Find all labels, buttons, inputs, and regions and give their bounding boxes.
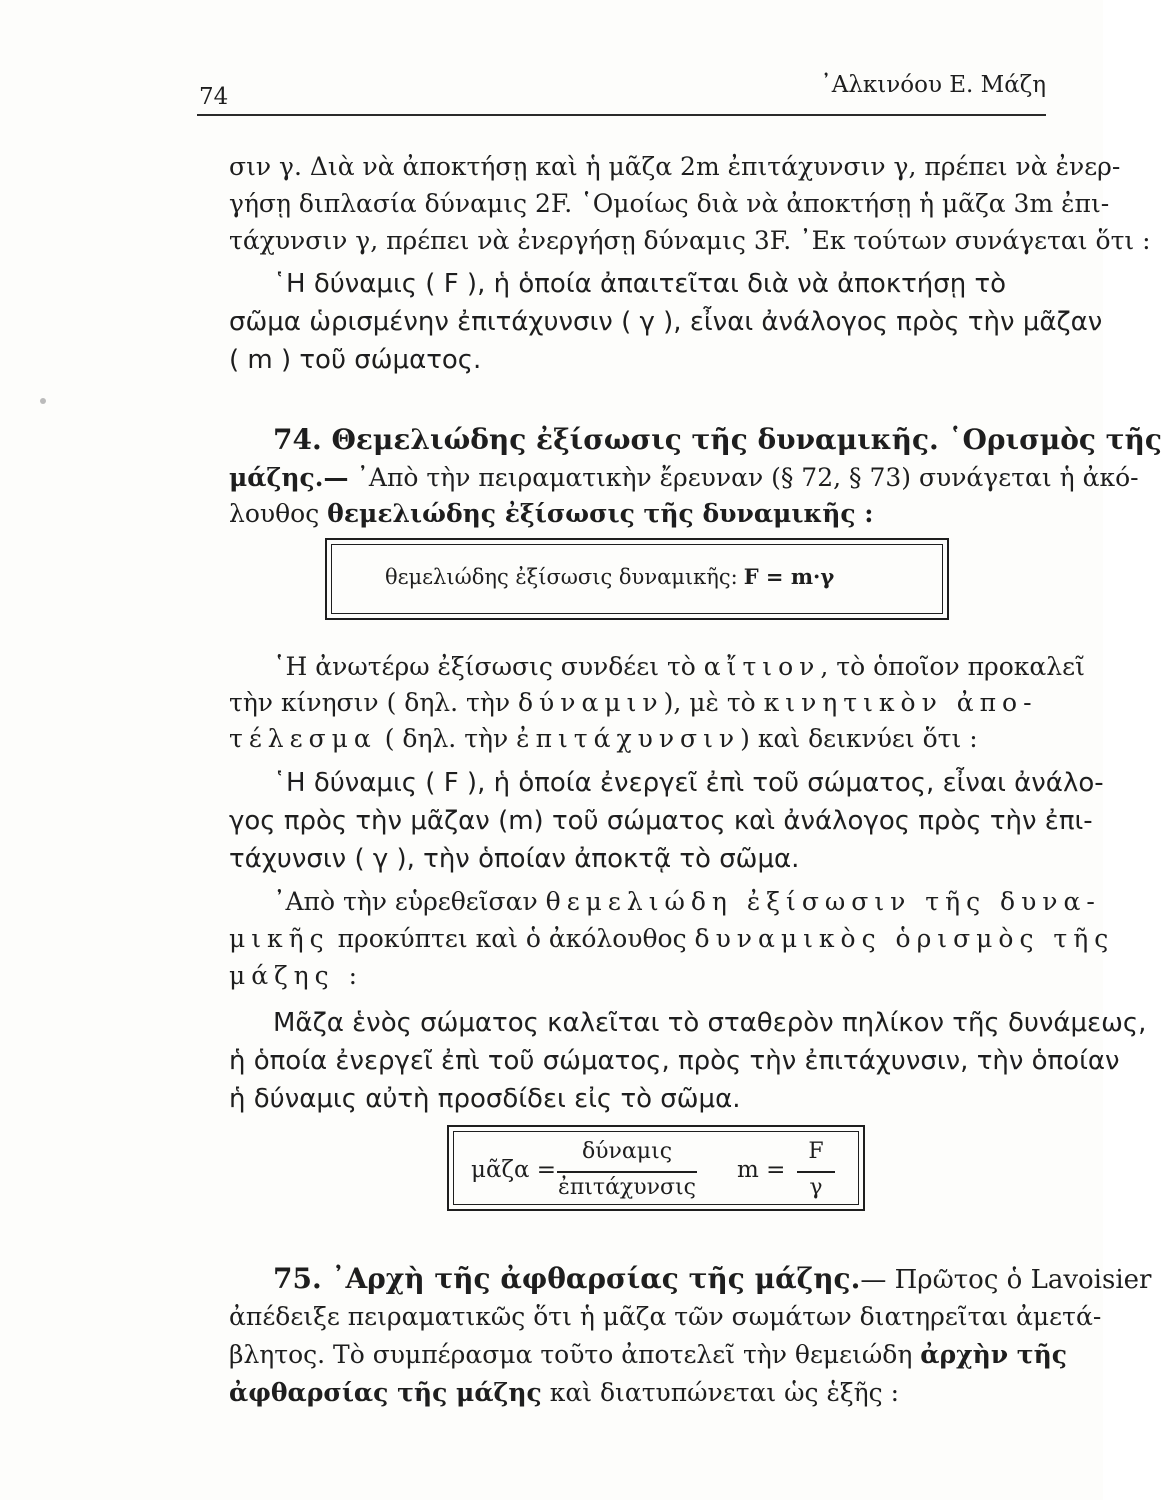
text-line: ῾Η δύναμις ( F ), ἡ ὁποία ἀπαιτεῖται διὰ νὰ ἀποκτήσῃ τὸ [273,269,1007,299]
text-span: τὴν κίνησιν ( δηλ. τὴν [229,688,518,717]
section-heading-74: 74. Θεμελιώδης ἐξίσωσις τῆς δυναμικῆς. ῾Ορισμὸς τῆς [273,423,1162,456]
text-line [229,688,1038,718]
text-span: λουθος [229,499,328,528]
section-heading-75: 75. ᾿Αρχὴ τῆς ἀφθαρσίας τῆς μάζης. [273,1262,861,1295]
text-span: — Πρῶτος ὁ Lavoisier [860,1265,1152,1295]
text-line: τάχυνσιν γ, πρέπει νὰ ἐνεργήσῃ δύναμις 3F. ᾿Εκ τούτων συνάγεται ὅτι : [229,226,1151,255]
text-line [229,499,874,529]
text-line: ( m ) τοῦ σώματος. [229,345,482,375]
fraction-denominator: γ [809,1175,823,1200]
formula-expression: F = m·γ [743,564,835,589]
text-line [273,1264,1151,1295]
bold-term: ἀφθαρσίας τῆς μάζης [229,1378,542,1407]
formula-line [385,564,834,589]
spaced-term: αἴτιον [703,652,821,681]
bold-term: ἀρχὴν τῆς [920,1340,1068,1369]
spaced-term: θεμελιώδη ἐξίσωσιν τῆς δυνα- [545,887,1101,916]
text-line [273,887,1101,917]
spaced-term: κινητικὸν ἀπο- [763,688,1038,717]
bold-term: θεμελιώδης ἐξίσωσις τῆς δυναμικῆς : [327,499,874,528]
text-span: ᾿Απὸ τὴν εὑρεθεῖσαν [273,887,546,916]
scan-speck [40,398,46,404]
spaced-term: ἐπιτάχυνσιν [516,724,741,753]
text-span: , τὸ ὁποῖον προκαλεῖ [820,652,1085,681]
fraction-denominator: ἐπιτάχυνσις [558,1175,696,1200]
text-line: σιν γ. Διὰ νὰ ἀποκτήσῃ καὶ ἡ μᾶζα 2m ἐπιτάχυνσιν γ, πρέπει νὰ ἐνερ- [229,152,1121,181]
formula-label: θεμελιώδης ἐξίσωσις δυναμικῆς: [385,565,738,589]
spaced-term: τέλεσμα [229,724,377,753]
text-span: καὶ διατυπώνεται ὡς ἑξῆς : [541,1378,900,1407]
text-line: ῾Η δύναμις ( F ), ἡ ὁποία ἐνεργεῖ ἐπὶ τοῦ σώματος, εἶναι ἀνάλο- [273,768,1104,798]
text-span: ) καὶ δεικνύει ὅτι : [740,724,978,753]
text-span: ), μὲ τὸ [663,688,764,717]
text-span: βλητος. Τὸ συμπέρασμα τοῦτο ἀποτελεῖ τὴν θεμειώδη [229,1340,921,1369]
mass-label: μᾶζα = [471,1157,557,1183]
fraction-bar [797,1171,835,1173]
text-span: προκύπτει καὶ ὁ ἀκόλουθος [329,924,695,953]
text-line [229,1340,1067,1370]
text-line [229,924,1114,954]
text-line: ἡ ὁποία ἐνεργεῖ ἐπὶ τοῦ σώματος, πρὸς τὴν ἐπιτάχυνσιν, τὴν ὁποίαν [229,1046,1120,1076]
text-line: μάζης : [229,961,364,990]
text-line [229,724,978,754]
page-header [197,70,1046,116]
text-span: ῾Η ἀνωτέρω ἐξίσωσις συνδέει τὸ [273,652,704,681]
heading-continuation: μάζης.— [229,463,349,492]
text-line: ἀπέδειξε πειραματικῶς ὅτι ἡ μᾶζα τῶν σωμάτων διατηρεῖται ἀμετά- [229,1302,1102,1331]
m-label: m = [737,1157,786,1183]
formula-box-fundamental [325,538,949,620]
text-line: γήσῃ διπλασία δύναμις 2F. ῾Ομοίως διὰ νὰ ἀποκτήσῃ ἡ μᾶζα 3m ἐπι- [229,189,1110,218]
text-line [229,463,1139,493]
fraction-numerator: δύναμις [581,1139,673,1164]
formula-box-mass [447,1125,865,1211]
text-line: Μᾶζα ἑνὸς σώματος καλεῖται τὸ σταθερὸν πηλίκον τῆς δυνάμεως, [273,1008,1147,1038]
text-line: τάχυνσιν ( γ ), τὴν ὁποίαν ἀποκτᾷ τὸ σῶμα. [229,844,800,874]
text-line: γος πρὸς τὴν μᾶζαν (m) τοῦ σώματος καὶ ἀνάλογος πρὸς τὴν ἐπι- [229,806,1093,836]
running-head: ᾿Αλκινόου Ε. Μάζη [820,72,1046,98]
text-line: ἡ δύναμις αὐτὴ προσδίδει εἰς τὸ σῶμα. [229,1084,741,1114]
text-span: ᾿Απὸ τὴν πειραματικὴν ἔρευναν (§ 72, § 73) συνάγεται ἡ ἀκό- [348,463,1139,492]
fraction-bar [557,1171,697,1173]
page-number: 74 [199,84,229,110]
text-line [273,652,1085,682]
text-line: σῶμα ὡρισμένην ἐπιτάχυνσιν ( γ ), εἶναι ἀνάλογος πρὸς τὴν μᾶζαν [229,307,1103,337]
spaced-term: δύναμιν [518,688,664,717]
spaced-term: δυναμικὸς ὁρισμὸς τῆς [694,924,1115,953]
text-span: ( δηλ. τὴν [376,724,517,753]
spaced-term: μικῆς [229,924,330,953]
text-line [229,1378,899,1408]
fraction-numerator: F [808,1139,824,1164]
